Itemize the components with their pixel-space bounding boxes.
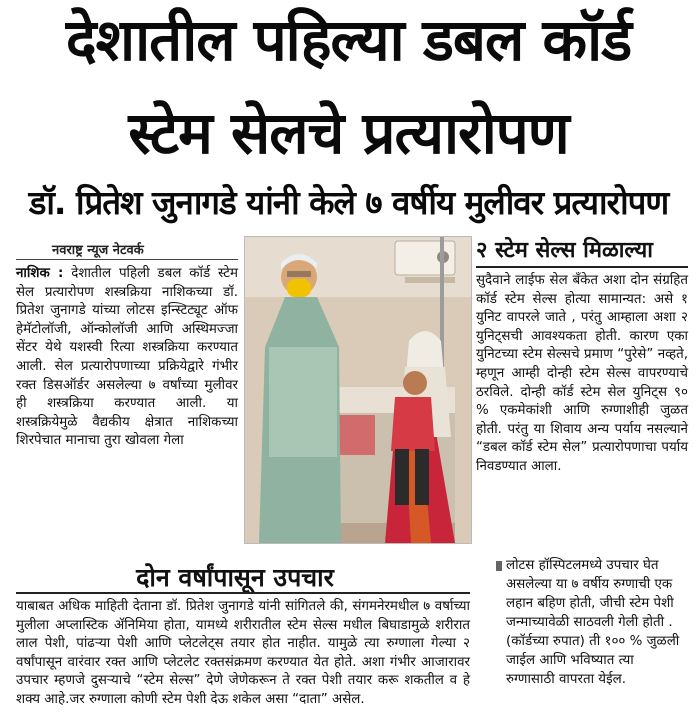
byline: नवराष्ट्र न्यूज नेटवर्क (52, 243, 144, 258)
section-heading-divider (16, 592, 470, 594)
right-column-text: सुदैवाने लाईफ सेल बँकेत अशा दोन संग्रहित कॉर्ड स्टेम सेल्स होत्या सामान्यत: असे १ युनिट वापरले जाते , परंतु आम्हाला अशा २ युनिट्सची आवश्यकता होती. कारण एका युनिटच्या स्टेम सेल्सचे प्रमाण “पुरेसे” नव्हते, म्हणून आम्ही दोन्ही स्टेम सेल्स वापरण्याचे ठरविले. दोन्ही कॉर्ड स्टेम सेल युनिट्स ९० % एकमेकांशी आणि रुग्णाशीही जुळत होती. परंतु या शिवाय अन्य पर्याय नसल्याने “डबल कॉर्ड स्टेम सेल” प्रत्यारोपणाचा पर्याय निवडण्यात आला. (476, 273, 688, 474)
right-column-heading: २ स्टेम सेल्स मिळाल्या (476, 238, 653, 263)
headline-line-1: देशातील पहिल्या डबल कॉर्ड (65, 6, 632, 74)
left-column-article (16, 265, 238, 451)
news-photo (244, 236, 472, 544)
bottom-section-text: याबाबत अधिक माहिती देताना डॉ. प्रितेश जुनागडे यांनी सांगितले की, संगमनेरमधील ७ वर्षाच्या मुलीला अप्लास्टिक ॲनिमिया होता, यामध्ये शरीरातील स्टेम सेल्स मधील बिघाडामुळे शरीरात लाल पेशी, पांढऱ्या पेशी आणि प्लेटलेट्स तयार होत नाहीत. यामुळे त्या रुग्णाला गेल्या २ वर्षांपासून वारंवार रक्त आणि प्लेटलेट रक्तसंक्रमण करण्यात येत होते. अशा गंभीर आजारावर उपचार म्हणजे दुसऱ्याचे “स्टेम सेल्स” देणे जेणेकरून ते रक्त पेशी तयार करू शकतील व हे शक्य आहे.जर रुग्णाला कोणी स्टेम पेशी देऊ शकेल असा “दाता” असेल. (16, 599, 470, 707)
headline-line-2: स्टेम सेलचे प्रत्यारोपण (128, 99, 569, 167)
dateline: नाशिक : (16, 266, 64, 281)
caption-bullet-icon (496, 561, 502, 571)
left-column-text: देशातील पहिली डबल कॉर्ड स्टेम सेल प्रत्यारोपण शस्त्रक्रिया नाशिकच्या डॉ. प्रितेश जुनागडे यांच्या लोटस इन्स्टिट्यूट ऑफ हेमॅटोलॉजी, ऑन्कोलॉजी आणि अस्थिमज्जा सेंटर येथे यशस्वी रित्या शस्त्रक्रिया करण्यात आली. सेल प्रत्यारोपणाच्या प्रक्रियेद्वारे गंभीर रक्त डिसऑर्डर असलेल्या ७ वर्षांच्या मुलीवर ही शस्त्रक्रिया करण्यात आली. या शस्त्रक्रियेमुळे वैद्यकीय क्षेत्रात नाशिकच्या शिरपेचात मानाचा तुरा खोवला गेला (16, 266, 238, 449)
headline-subline: डॉ. प्रितेश जुनागडे यांनी केले ७ वर्षीय मुलीवर प्रत्यारोपण (28, 183, 669, 222)
photo-caption: लोटस हॉस्पिटलमध्ये उपचार घेत असलेल्या या ७ वर्षीय रुग्णाची एक लहान बहिण होती, जीची स्टेम पेशी जन्माच्यावेळी साठवली गेली होती . (कॉर्डच्या रुपात) ती १०० % जुळली जाईल आणि भविष्यात त्या रुग्णासाठी वापरता येईल. (506, 558, 680, 687)
right-heading-divider (476, 266, 688, 268)
section-heading: दोन वर्षांपासून उपचार (136, 563, 334, 592)
byline-divider (16, 259, 238, 260)
hospital-room-illustration (245, 237, 471, 543)
